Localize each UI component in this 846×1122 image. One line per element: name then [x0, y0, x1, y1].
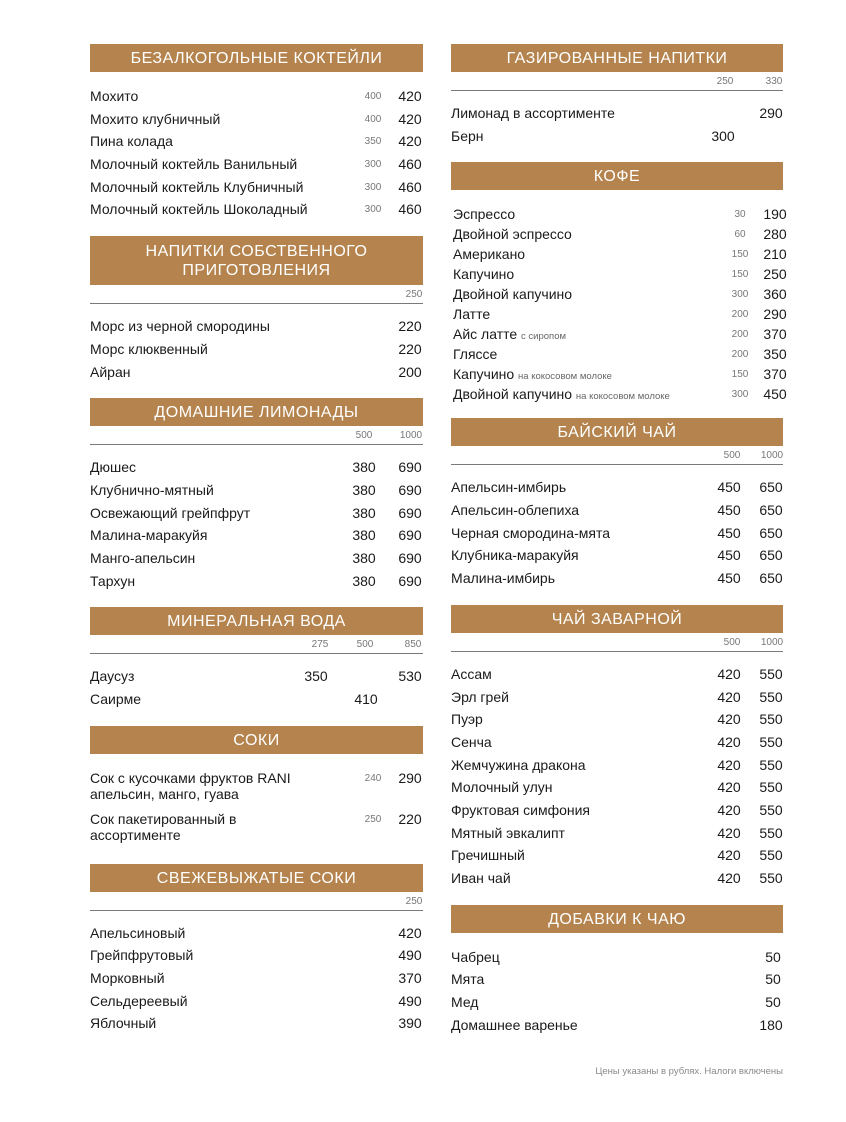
- menu-item: Даусуз 350 530: [90, 668, 422, 685]
- size-header: 275 500 850: [90, 637, 423, 654]
- menu-item: Морс из черной смородины 220: [90, 318, 422, 335]
- menu-item: Двойной капучино на кокосовом молоке 300 450: [453, 386, 787, 403]
- size-header: 500 1000: [90, 428, 423, 445]
- menu-item: Клубника-маракуйя 450 650: [451, 547, 783, 564]
- section-cocktails: [90, 44, 423, 222]
- left-column: [90, 44, 423, 1050]
- menu-item: Фруктовая симфония 420 550: [451, 801, 783, 818]
- menu-item: Грейпфрутовый 490: [90, 947, 422, 964]
- menu-item: Мохито 400 420: [90, 88, 422, 104]
- menu-item: Мед 50: [451, 994, 781, 1011]
- menu-item: Пуэр 420 550: [451, 711, 783, 728]
- size-header: 250: [90, 894, 423, 911]
- menu-item: Капучино 150 250: [453, 266, 787, 283]
- size-header: 250: [90, 287, 423, 304]
- section-bai-tea: [451, 418, 783, 590]
- menu-item: Молочный коктейль Ванильный 300 460: [90, 156, 422, 173]
- section-mineral-water: [90, 607, 423, 711]
- section-tea-addons: [451, 905, 783, 1038]
- menu-item: Ассам 420 550: [451, 665, 783, 682]
- menu-item: Тархун 380 690: [90, 572, 422, 589]
- menu-item: Двойной капучино 300 360: [453, 286, 787, 303]
- menu-item: Американо 150 210: [453, 246, 787, 263]
- section-title: СОКИ: [90, 726, 423, 754]
- menu-item: Молочный коктейль Клубничный 300 460: [90, 178, 422, 195]
- menu-item: Лимонад в ассортименте 290: [451, 105, 783, 121]
- menu-item: Двойной эспрессо 60 280: [453, 226, 787, 243]
- section-coffee: [451, 162, 787, 404]
- section-title: ДОБАВКИ К ЧАЮ: [451, 905, 783, 933]
- section-juices: [90, 726, 423, 850]
- menu-item: Жемчужина дракона 420 550: [451, 756, 783, 773]
- menu-item: Эспрессо 30 190: [453, 206, 787, 223]
- section-lemonades: [90, 398, 423, 593]
- menu-item: Манго-апельсин 380 690: [90, 549, 422, 566]
- section-title: СВЕЖЕВЫЖАТЫЕ СОКИ: [90, 864, 423, 892]
- menu-item: Малина-имбирь 450 650: [451, 570, 783, 587]
- menu-item: Латте 200 290: [453, 306, 787, 323]
- menu-item: Морковный 370: [90, 970, 422, 987]
- menu-item: Сок пакетированный в ассортименте 250 220: [90, 810, 422, 843]
- size-header: 500 1000: [451, 635, 783, 652]
- menu-item: Дюшес 380 690: [90, 459, 422, 476]
- menu-item: Молочный улун 420 550: [451, 779, 783, 796]
- menu-item: Айс латте с сиропом 200 370: [453, 326, 787, 343]
- section-title: БЕЗАЛКОГОЛЬНЫЕ КОКТЕЙЛИ: [90, 44, 423, 72]
- menu-item: Клубнично-мятный 380 690: [90, 481, 422, 498]
- section-title: НАПИТКИ СОБСТВЕННОГО ПРИГОТОВЛЕНИЯ: [90, 236, 423, 285]
- menu-item: Сенча 420 550: [451, 733, 783, 750]
- menu-item: Саирме 410: [90, 691, 378, 707]
- menu-item: Апельсин-имбирь 450 650: [451, 479, 783, 496]
- menu-item: Малина-маракуйя 380 690: [90, 527, 422, 544]
- menu-item: Иван чай 420 550: [451, 870, 783, 886]
- footer-note: Цены указаны в рублях. Налоги включены: [595, 1066, 783, 1077]
- menu-item: Эрл грей 420 550: [451, 688, 783, 705]
- menu-item: Яблочный 390: [90, 1015, 422, 1032]
- menu-item: Апельсиновый 420: [90, 924, 422, 941]
- menu-item: Айран 200: [90, 363, 422, 380]
- menu-item: Мятный эвкалипт 420 550: [451, 824, 783, 841]
- menu-item: Сельдереевый 490: [90, 992, 422, 1009]
- menu-item: Апельсин-облепиха 450 650: [451, 502, 783, 519]
- menu-item: Берн 300: [451, 127, 735, 144]
- menu-item: Сок с кусочками фруктов RANI апельсин, манго, гуава 240 290: [90, 769, 422, 802]
- section-title: МИНЕРАЛЬНАЯ ВОДА: [90, 607, 423, 635]
- menu-item: Черная смородина-мята 450 650: [451, 524, 783, 541]
- section-title: КОФЕ: [451, 162, 783, 190]
- section-brewed-tea: [451, 605, 783, 891]
- menu-item: Пина колада 350 420: [90, 133, 422, 150]
- menu-item: Мохито клубничный 400 420: [90, 110, 422, 127]
- menu-item: Освежающий грейпфрут 380 690: [90, 504, 422, 521]
- menu-item: Мята 50: [451, 971, 781, 988]
- menu-item: Молочный коктейль Шоколадный 300 460: [90, 201, 422, 218]
- menu-item: Морс клюквенный 220: [90, 340, 422, 357]
- section-title: ГАЗИРОВАННЫЕ НАПИТКИ: [451, 44, 783, 72]
- menu-item: Капучино на кокосовом молоке 150 370: [453, 366, 787, 383]
- right-column: [451, 44, 787, 1051]
- section-house-drinks: [90, 236, 423, 384]
- menu-item: Гречишный 420 550: [451, 847, 783, 864]
- section-title: ЧАЙ ЗАВАРНОЙ: [451, 605, 783, 633]
- section-soda: [451, 44, 783, 148]
- size-header: 500 1000: [451, 448, 783, 465]
- size-header: 250 330: [451, 74, 783, 91]
- section-fresh-juices: [90, 864, 423, 1036]
- menu-item: Гляссе 200 350: [453, 346, 787, 363]
- section-title: БАЙСКИЙ ЧАЙ: [451, 418, 783, 446]
- menu-item: Чабрец 50: [451, 948, 781, 965]
- section-title: ДОМАШНИЕ ЛИМОНАДЫ: [90, 398, 423, 426]
- menu-item: Домашнее варенье 180: [451, 1016, 783, 1033]
